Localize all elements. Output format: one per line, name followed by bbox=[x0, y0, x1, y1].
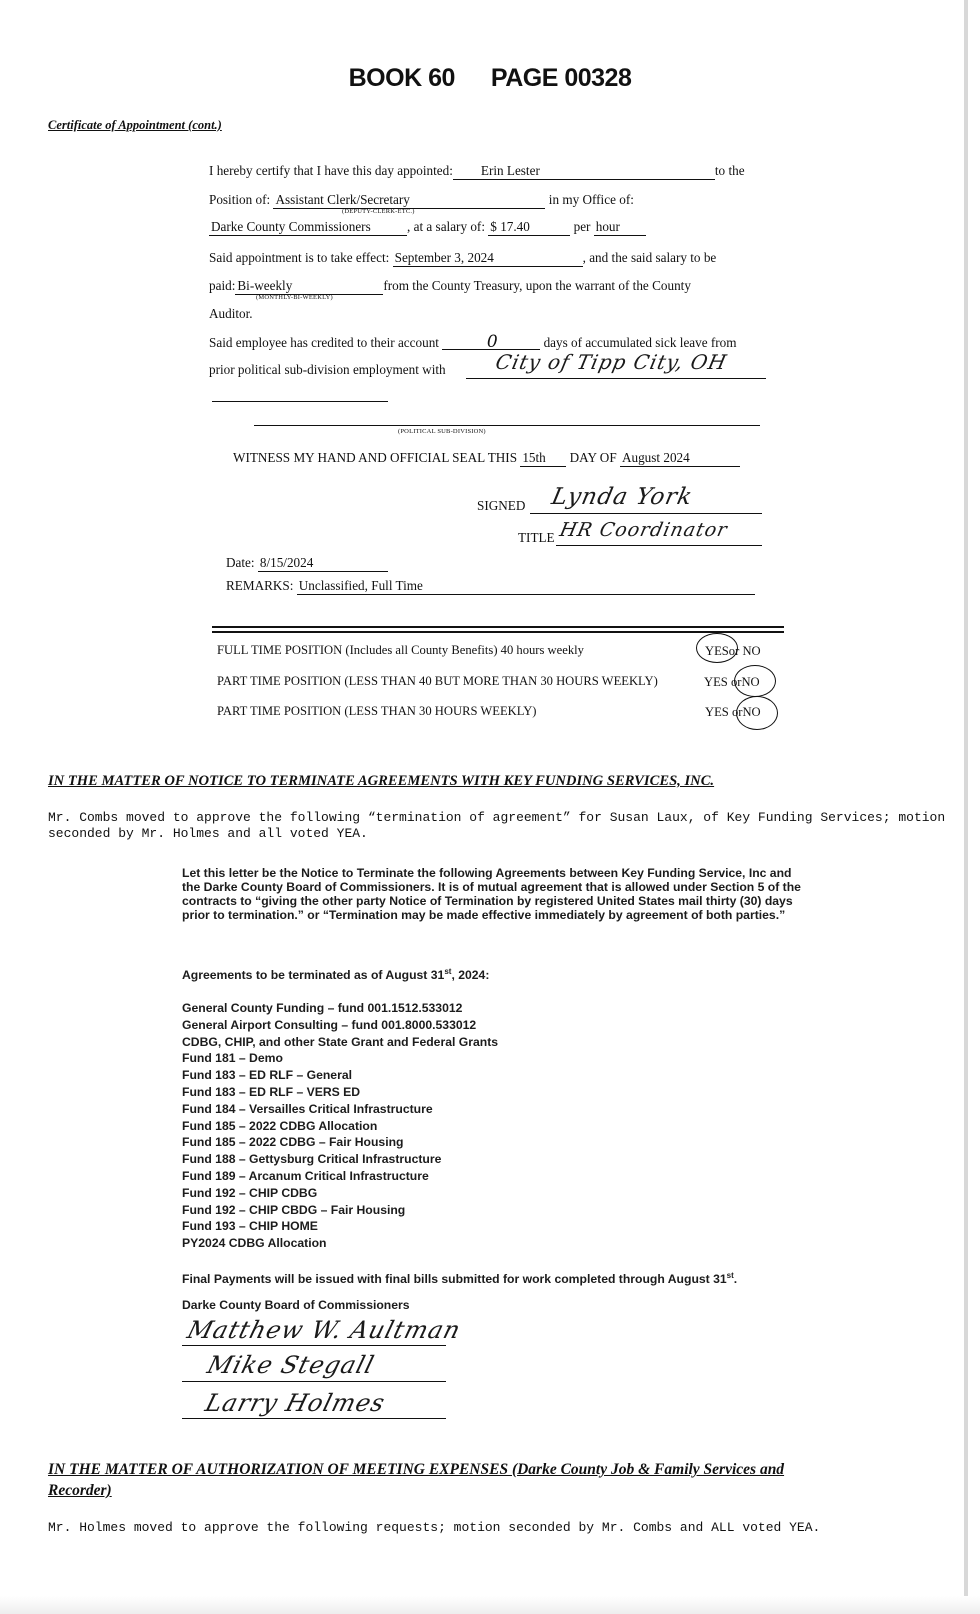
termination-letter-paragraph: Let this letter be the Notice to Terminate the following Agreements between Key Funding Service, Inc and the Darke County Board of Commissioners. It is of mutual agreement that is allowed under Section 5 of the contracts to “giving the other party Notice of Termination by registered United States mail thirty (30) days prior to termination.” or “Termination may be made effective immediately by agreement of both parties.” bbox=[182, 866, 801, 922]
subdivision-line bbox=[254, 425, 760, 426]
office-label: in my Office of: bbox=[548, 192, 634, 207]
prior-employer-line bbox=[466, 378, 766, 379]
fulltime-yes: YES bbox=[705, 644, 729, 658]
date-label: Date: bbox=[226, 555, 255, 570]
fund-list bbox=[182, 1000, 498, 1252]
fund-list-item: Fund 192 – CHIP CBDG – Fair Housing bbox=[182, 1202, 406, 1217]
scan-bottom-strip bbox=[0, 1596, 980, 1614]
fund-list-item: Fund 183 – ED RLF – VERS ED bbox=[182, 1084, 361, 1099]
remarks-line bbox=[226, 578, 755, 595]
position-field: Assistant Clerk/Secretary bbox=[273, 192, 545, 209]
final-payments-text: Final Payments will be issued with final bills submitted for work completed through August 31 bbox=[182, 1272, 727, 1287]
continuation-line bbox=[212, 401, 388, 402]
office-field: Darke County Commissioners bbox=[209, 219, 407, 236]
remarks-label: REMARKS: bbox=[226, 578, 294, 593]
parttime-30-40-or: or bbox=[730, 675, 742, 689]
parttime-under30-yes: YES bbox=[705, 705, 729, 719]
signed-label: SIGNED bbox=[477, 498, 526, 513]
position-parttime-30-40-label: PART TIME POSITION (LESS THAN 40 BUT MORE THAN 30 HOURS WEEKLY) bbox=[217, 674, 658, 688]
sick-leave-days-field: 0 bbox=[442, 335, 540, 350]
witness-day-field: 15th bbox=[520, 450, 566, 467]
fund-list-item: General Airport Consulting – fund 001.8000.533012 bbox=[182, 1017, 477, 1032]
board-signature-line-1 bbox=[182, 1345, 446, 1346]
parttime-under30-no-circle bbox=[736, 696, 778, 730]
pay-frequency-field: Bi-weekly bbox=[235, 278, 383, 295]
date-field: 8/15/2024 bbox=[258, 555, 388, 572]
fund-list-item: Fund 193 – CHIP HOME bbox=[182, 1219, 318, 1234]
fund-list-item: General County Funding – fund 001.1512.533012 bbox=[182, 1001, 463, 1015]
auditor-text: Auditor. bbox=[209, 306, 253, 321]
paid-label: paid: bbox=[209, 278, 236, 293]
agreements-lead-text: Agreements to be terminated as of August 31 bbox=[182, 968, 445, 983]
position-fulltime-label: FULL TIME POSITION (Includes all County Benefits) 40 hours weekly bbox=[217, 643, 584, 657]
position-label: Position of: bbox=[209, 192, 271, 207]
meeting-expenses-title-line-1: IN THE MATTER OF AUTHORIZATION OF MEETING EXPENSES (Darke County Job & Family Services and bbox=[48, 1461, 785, 1478]
prior-employment-lead: prior political sub-division employment with bbox=[209, 362, 446, 377]
parttime-under30-no: NO bbox=[742, 705, 761, 719]
prior-employer-handwriting: City of Tipp City, OH bbox=[493, 350, 730, 374]
witness-month-year-field: August 2024 bbox=[620, 450, 740, 467]
key-funding-motion-line-2: seconded by Mr. Holmes and all voted YEA. bbox=[48, 826, 368, 841]
position-line bbox=[209, 192, 634, 209]
fund-list-item: Fund 188 – Gettysburg Critical Infrastructure bbox=[182, 1152, 442, 1167]
fund-list-item: Fund 184 – Versailles Critical Infrastructure bbox=[182, 1101, 433, 1116]
certificate-continued-label: Certificate of Appointment (cont.) bbox=[48, 118, 222, 132]
fund-list-item: Fund 181 – Demo bbox=[182, 1051, 283, 1066]
fulltime-yes-circle bbox=[696, 633, 738, 663]
remarks-field: Unclassified, Full Time bbox=[297, 578, 755, 595]
final-payments-tail: . bbox=[733, 1272, 738, 1287]
meeting-expenses-title-line-2: Recorder) bbox=[48, 1482, 112, 1499]
fulltime-or: or bbox=[728, 644, 740, 658]
fund-list-item: Fund 185 – 2022 CDBG Allocation bbox=[182, 1118, 378, 1133]
salary-field: $ 17.40 bbox=[488, 219, 570, 236]
parttime-under30-or: or bbox=[731, 705, 743, 719]
fulltime-no: NO bbox=[742, 644, 761, 658]
certify-lead: I hereby certify that I have this day appointed: bbox=[209, 163, 453, 178]
pay-sublabel: (MONTHLY-BI-WEEKLY) bbox=[256, 294, 333, 301]
sick-leave-tail: days of accumulated sick leave from bbox=[543, 335, 737, 350]
board-signature-line-2 bbox=[182, 1381, 446, 1382]
treasury-text: from the County Treasury, upon the warrant of the County bbox=[383, 278, 691, 293]
key-funding-motion-line-1: Mr. Combs moved to approve the following “termination of agreement” for Susan Laux, of Key Funding Services; motion bbox=[48, 810, 946, 825]
subdivision-sublabel: (POLITICAL SUB-DIVISION) bbox=[398, 428, 486, 435]
date-line bbox=[226, 555, 388, 572]
fund-list-item: Fund 183 – ED RLF – General bbox=[182, 1068, 352, 1083]
title-handwriting: HR Coordinator bbox=[557, 519, 730, 541]
parttime-30-40-yes: YES bbox=[704, 675, 728, 689]
book-number: BOOK 60 bbox=[348, 64, 455, 92]
book-page-header bbox=[0, 64, 980, 93]
signature-handwriting: Lynda York bbox=[549, 484, 696, 510]
witness-day-of: DAY OF bbox=[569, 450, 617, 465]
scan-edge bbox=[964, 0, 968, 1614]
fund-list-item: Fund 189 – Arcanum Critical Infrastructure bbox=[182, 1168, 429, 1183]
page-number: PAGE 00328 bbox=[490, 64, 632, 92]
board-signature-3: Larry Holmes bbox=[202, 1389, 389, 1417]
agreements-lead bbox=[182, 967, 489, 982]
effect-tail: , and the said salary to be bbox=[582, 250, 717, 265]
salary-label: , at a salary of: bbox=[407, 219, 485, 234]
prior-employment-line bbox=[209, 362, 446, 378]
parttime-30-40-no: NO bbox=[741, 675, 760, 689]
sick-leave-lead: Said employee has credited to their account bbox=[209, 335, 439, 350]
board-signature-2: Mike Stegall bbox=[204, 1351, 378, 1379]
final-payments-sup: st bbox=[726, 1271, 734, 1280]
title-line bbox=[556, 545, 762, 546]
certify-line bbox=[209, 163, 745, 180]
agreements-tail: , 2024: bbox=[451, 968, 490, 983]
sick-leave-line bbox=[209, 332, 737, 352]
signed-line bbox=[530, 513, 762, 514]
board-label: Darke County Board of Commissioners bbox=[182, 1298, 410, 1312]
position-sublabel: (DEPUTY-CLERK-ETC.) bbox=[342, 208, 415, 215]
final-payments bbox=[182, 1271, 737, 1286]
appointee-field: Erin Lester bbox=[453, 163, 715, 180]
effect-label: Said appointment is to take effect: bbox=[209, 250, 390, 265]
fund-list-item: PY2024 CDBG Allocation bbox=[182, 1236, 327, 1251]
board-signature-line-3 bbox=[182, 1418, 446, 1419]
key-funding-section-title: IN THE MATTER OF NOTICE TO TERMINATE AGREEMENTS WITH KEY FUNDING SERVICES, INC. bbox=[48, 773, 715, 789]
title-label: TITLE bbox=[518, 530, 555, 545]
per-label: per bbox=[573, 219, 591, 234]
meeting-expenses-motion: Mr. Holmes moved to approve the following requests; motion seconded by Mr. Combs and ALL voted YEA. bbox=[48, 1520, 821, 1535]
effective-date-field: September 3, 2024 bbox=[393, 250, 583, 267]
agreements-sup: st bbox=[444, 967, 452, 976]
to-the-text: to the bbox=[714, 163, 745, 178]
board-signature-1: Matthew W. Aultman bbox=[184, 1316, 465, 1344]
effect-line bbox=[209, 250, 716, 267]
fund-list-item: CDBG, CHIP, and other State Grant and Federal Grants bbox=[182, 1034, 499, 1049]
fund-list-item: Fund 185 – 2022 CDBG – Fair Housing bbox=[182, 1135, 404, 1150]
witness-line bbox=[233, 450, 740, 467]
paid-line bbox=[209, 278, 691, 295]
per-unit-field: hour bbox=[594, 219, 646, 236]
position-parttime-under30-label: PART TIME POSITION (LESS THAN 30 HOURS WEEKLY) bbox=[217, 704, 537, 718]
parttime-30-40-no-circle bbox=[734, 665, 776, 697]
double-rule bbox=[212, 626, 784, 633]
fund-list-item: Fund 192 – CHIP CDBG bbox=[182, 1185, 318, 1200]
witness-lead: WITNESS MY HAND AND OFFICIAL SEAL THIS bbox=[233, 450, 518, 465]
office-line bbox=[209, 219, 646, 236]
